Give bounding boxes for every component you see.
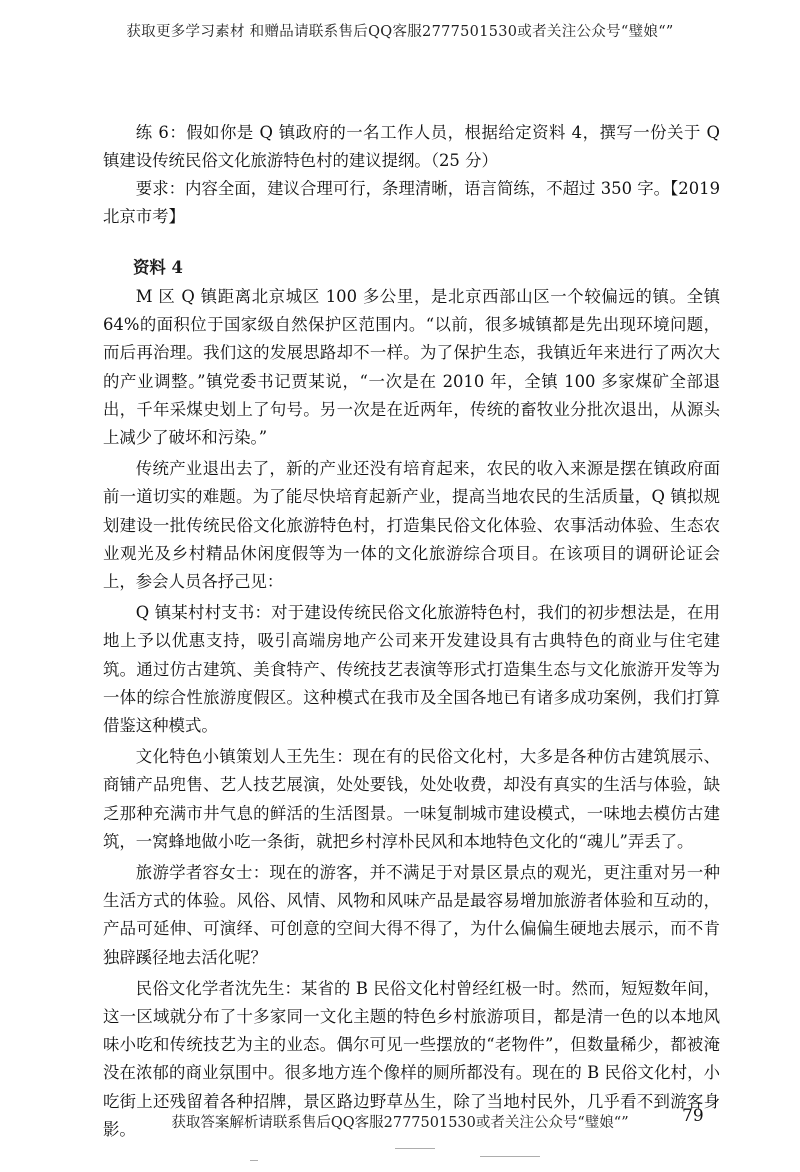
material-paragraph: Q 镇某村村支书：对于建设传统民俗文化旅游特色村，我们的初步想法是，在用地上予以优惠支持，吸引高端房地产公司来开发建设具有古典特色的商业与住宅建筑。通过仿古建筑、美食特产、传统技艺表演等形式打造集生态与文化旅游开发等为一体的综合性旅游度假区。这种模式在我市及全国各地已有诸多成功案例，我们打算借鉴这种模式。 — [103, 603, 720, 736]
material-paragraph: 传统产业退出去了，新的产业还没有培育起来，农民的收入来源是摆在镇政府面前一道切实的难题。为了能尽快培育起新产业，提高当地农民的生活质量，Q 镇拟规划建设一批传统民俗文化旅游特色村，打造集民俗文化体验、农事活动体验、生态农业观光及乡村精品休闲度假等为一体的文化旅游综合项目。在该项目的调研论证会上，参会人员各抒己见： — [103, 459, 720, 592]
exercise-question: 练 6：假如你是 Q 镇政府的一名工作人员，根据给定资料 4，撰写一份关于 Q 镇建设传统民俗文化旅游特色村的建议提纲。（25 分） — [103, 123, 720, 170]
scan-artifact — [480, 1156, 540, 1157]
scan-artifact — [395, 1148, 435, 1149]
scan-artifact — [250, 1160, 258, 1161]
material-title: 资料 4 — [133, 258, 183, 277]
material-paragraph: 旅游学者容女士：现在的游客，并不满足于对景区景点的观光，更注重对另一种生活方式的体验。风俗、风情、风物和风味产品是最容易增加旅游者体验和互动的，产品可延伸、可演绎、可创意的空间大得不得了，为什么偏偏生硬地去展示，而不肯独辟蹊径地去活化呢？ — [103, 863, 720, 967]
material-paragraph: 文化特色小镇策划人王先生：现在有的民俗文化村，大多是各种仿古建筑展示、商铺产品兜售、艺人技艺展演，处处要钱，处处收费，却没有真实的生活与体验，缺乏那种充满市井气息的鲜活的生活图景。一味复制城市建设模式，一味地去模仿古建筑，一窝蜂地做小吃一条街，就把乡村淳朴民风和本地特色文化的“魂儿”弄丢了。 — [103, 747, 720, 851]
exercise-requirement: 要求：内容全面，建议合理可行，条理清晰，语言简练，不超过 350 字。【2019 北京市考】 — [103, 179, 720, 226]
footer-banner: 获取答案解析请联系售后QQ客服2777501530或者关注公众号“璧娘“” — [171, 1115, 629, 1131]
exercise-block — [103, 119, 720, 231]
material-body — [103, 283, 720, 1147]
page-number: 79 — [682, 1106, 704, 1126]
material-paragraph: 民俗文化学者沈先生：某省的 B 民俗文化村曾经红极一时。然而，短短数年间，这一区域就分布了十多家同一文化主题的特色乡村旅游项目，都是清一色的以本地风味小吃和传统技艺为主的业态。偶尔可见一些摆放的“老物件”，但数量稀少，都被淹没在浓郁的商业氛围中。很多地方连个像样的厕所都没有。现在的 B 民俗文化村，小吃街上还残留着各种招牌，景区路边野草丛生，除了当地村民外，几乎看不到游客身影。 — [103, 978, 720, 1139]
material-paragraph: M 区 Q 镇距离北京城区 100 多公里，是北京西部山区一个较偏远的镇。全镇 64%的面积位于国家级自然保护区范围内。“以前，很多城镇都是先出现环境问题，而后再治理。我们这的发展思路却不一样。为了保护生态，我镇近年来进行了两次大的产业调整。”镇党委书记贾某说，“一次是在 2010 年，全镇 100 多家煤矿全部退出，千年采煤史划上了句号。另一次是在近两年，传统的畜牧业分批次退出，从源头上减少了破坏和污染。” — [103, 287, 720, 448]
header-banner: 获取更多学习素材 和赠品请联系售后QQ客服2777501530或者关注公众号“璧娘“” — [126, 24, 674, 40]
